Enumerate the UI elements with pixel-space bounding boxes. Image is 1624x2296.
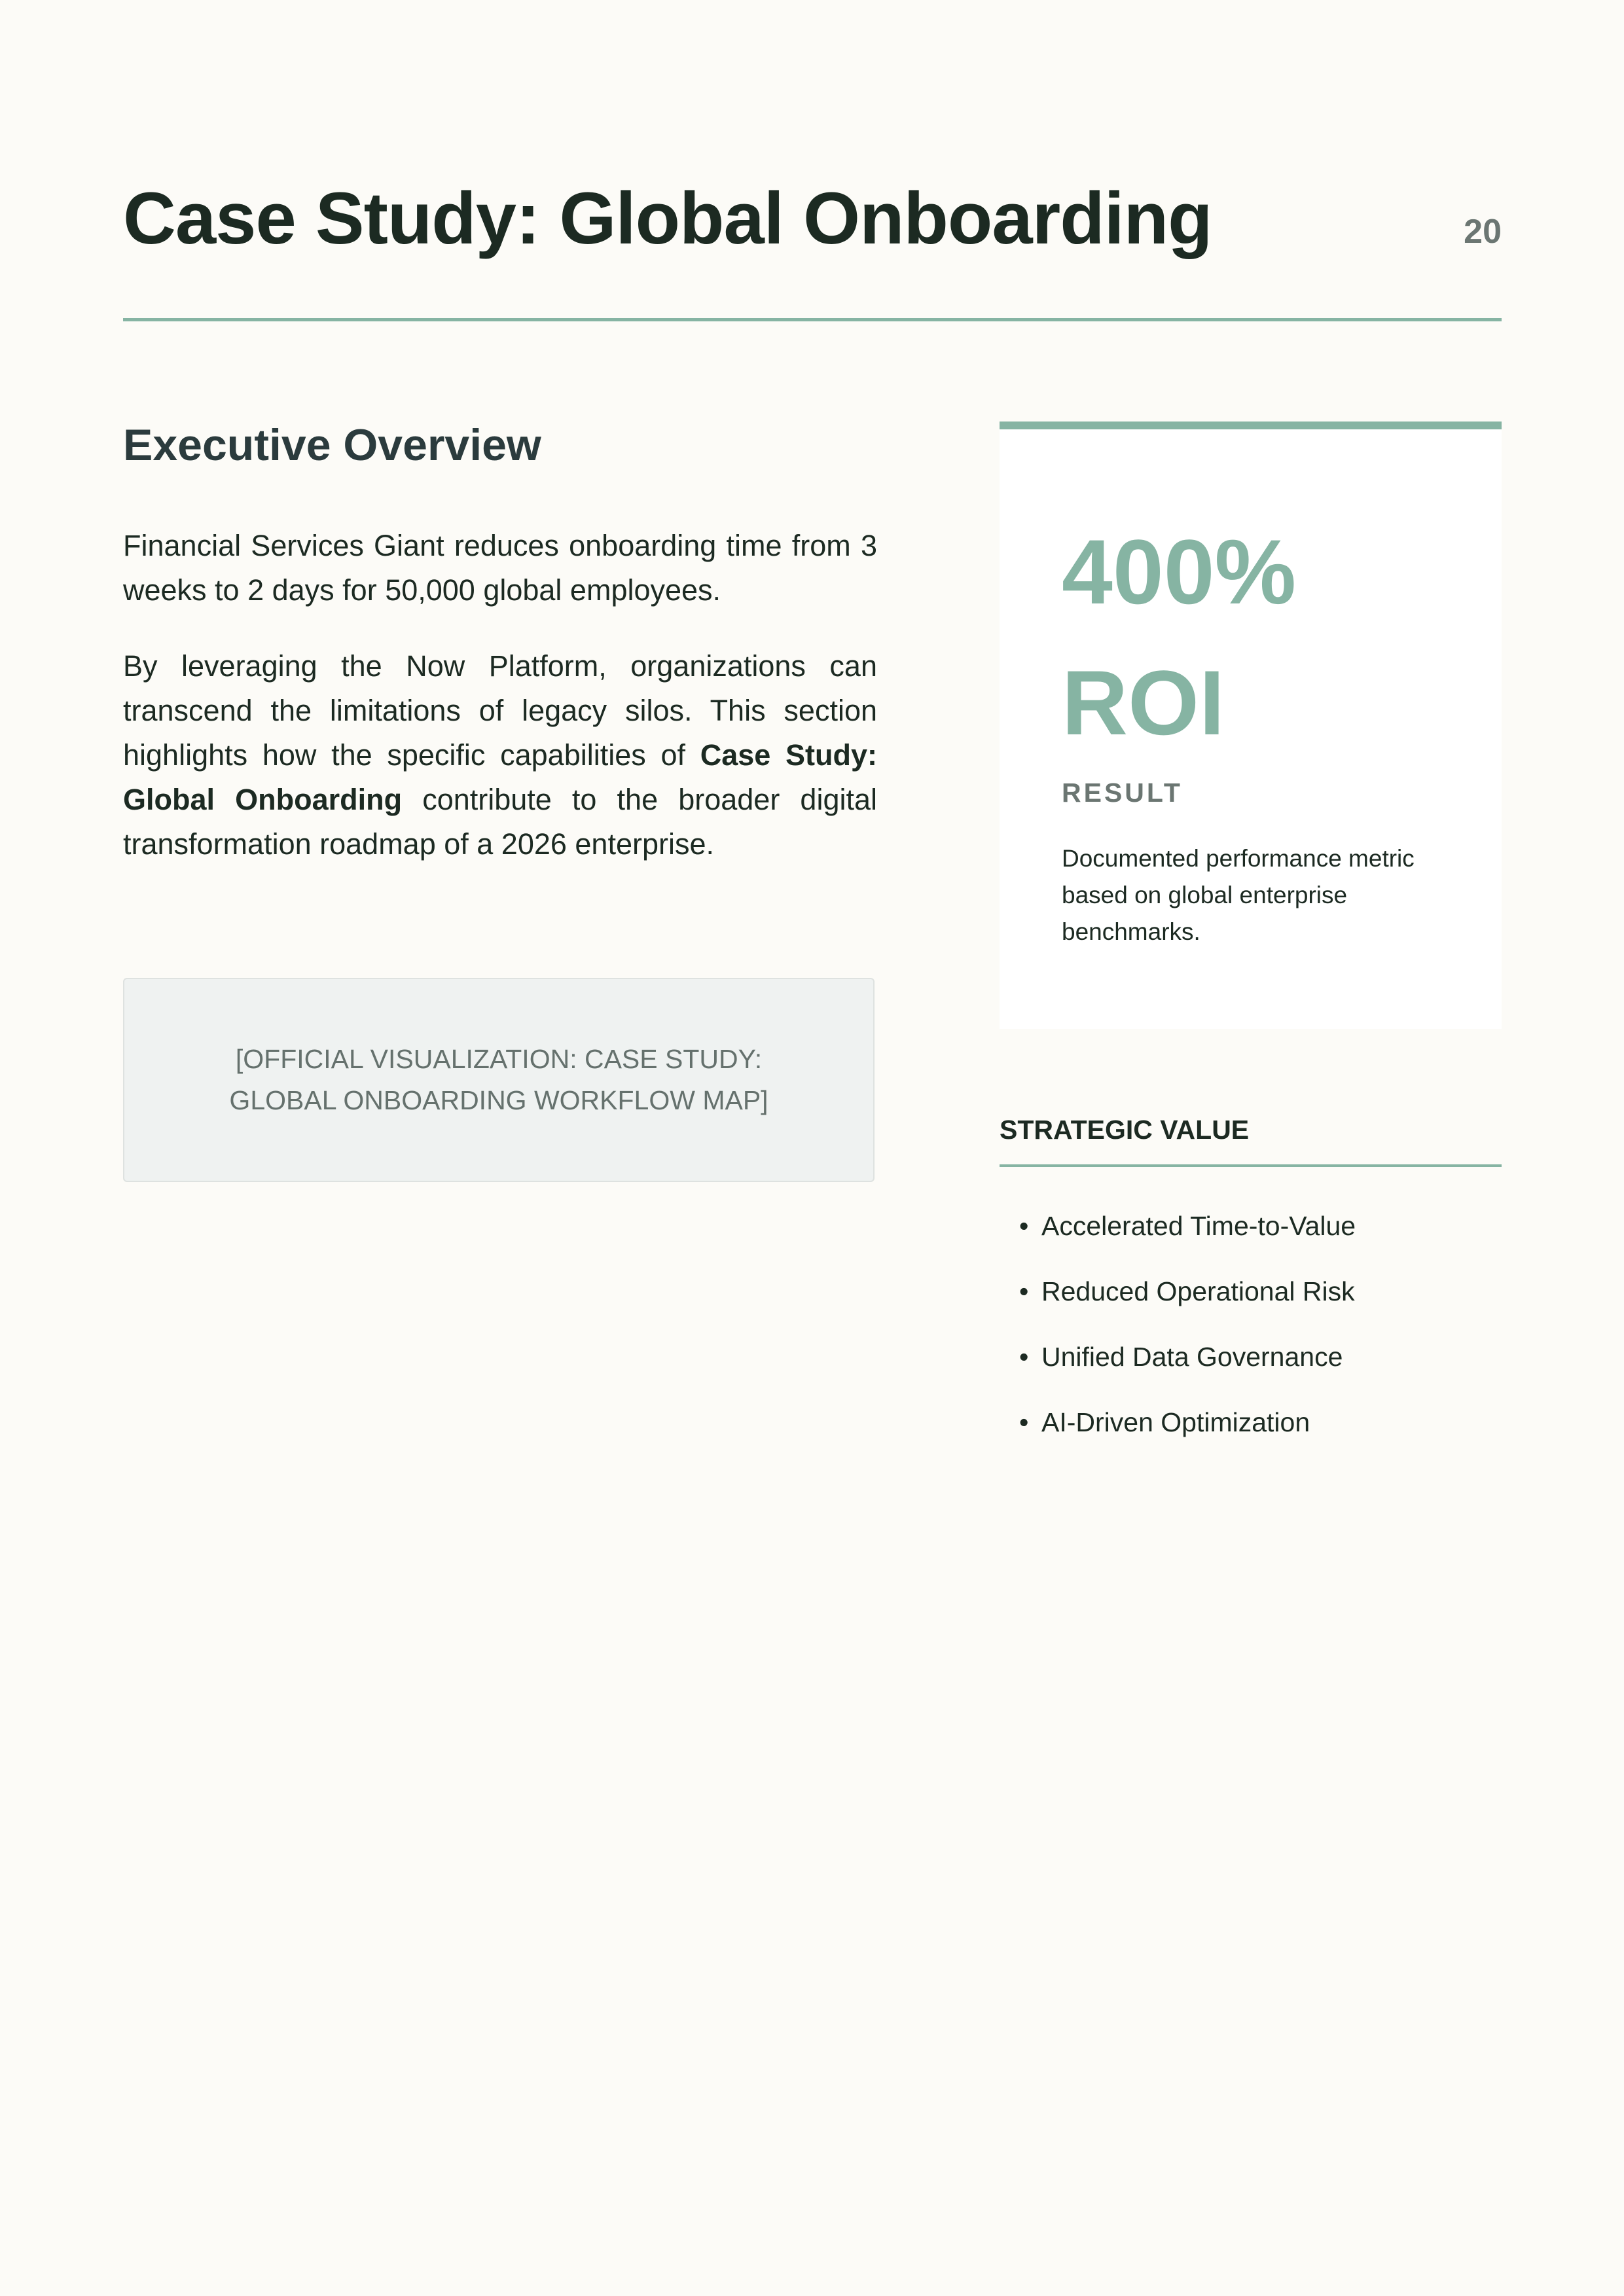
list-item [1000, 1390, 1502, 1455]
bullet-icon: • [1019, 1211, 1029, 1242]
overview-column [123, 419, 877, 867]
stat-label: RESULT [1062, 778, 1183, 808]
list-item [1000, 1259, 1502, 1324]
stat-value: 400% ROI [1062, 520, 1297, 754]
strategic-value-list [1000, 1193, 1502, 1455]
roi-stat-card [1000, 422, 1502, 1029]
bullet-icon: • [1019, 1342, 1029, 1372]
paragraph-bold-text: Case Study: Global Onboarding [123, 738, 877, 816]
overview-paragraph-1: Financial Services Giant reduces onboarding time from 3 weeks to 2 days for 50,000 global employees. [123, 528, 877, 607]
list-item [1000, 1193, 1502, 1259]
metrics-column [1000, 422, 1502, 1438]
paragraph-text: contribute to the broader digital transformation roadmap of a 2026 enterprise. [123, 782, 878, 861]
visualization-placeholder-text: [OFFICIAL VISUALIZATION: CASE STUDY: GLOBAL ONBOARDING WORKFLOW MAP] [229, 1044, 768, 1115]
stat-description: Documented performance metric based on global enterprise benchmarks. [1062, 845, 1415, 945]
paragraph-text: By leveraging the Now Platform, organizations can transcend the limitations of legacy silos. This section highlights how the specific capabilities of [123, 649, 877, 772]
list-item-text: Accelerated Time-to-Value [1041, 1211, 1356, 1242]
page-title: Case Study: Global Onboarding [123, 177, 1212, 259]
overview-paragraph-2 [123, 644, 877, 867]
section-heading: Executive Overview [123, 420, 541, 470]
visualization-placeholder [123, 978, 875, 1182]
bullet-icon: • [1019, 1407, 1029, 1438]
strategic-value-title: STRATEGIC VALUE [1000, 1114, 1502, 1167]
list-item-text: Unified Data Governance [1041, 1342, 1343, 1372]
list-item-text: Reduced Operational Risk [1041, 1276, 1355, 1307]
list-item [1000, 1324, 1502, 1390]
page-header [123, 170, 1502, 321]
list-item-text: AI-Driven Optimization [1041, 1407, 1310, 1438]
page-number: 20 [1464, 213, 1502, 251]
bullet-icon: • [1019, 1276, 1029, 1307]
strategic-value-section [1000, 1114, 1502, 1455]
document-page [123, 0, 1502, 2296]
